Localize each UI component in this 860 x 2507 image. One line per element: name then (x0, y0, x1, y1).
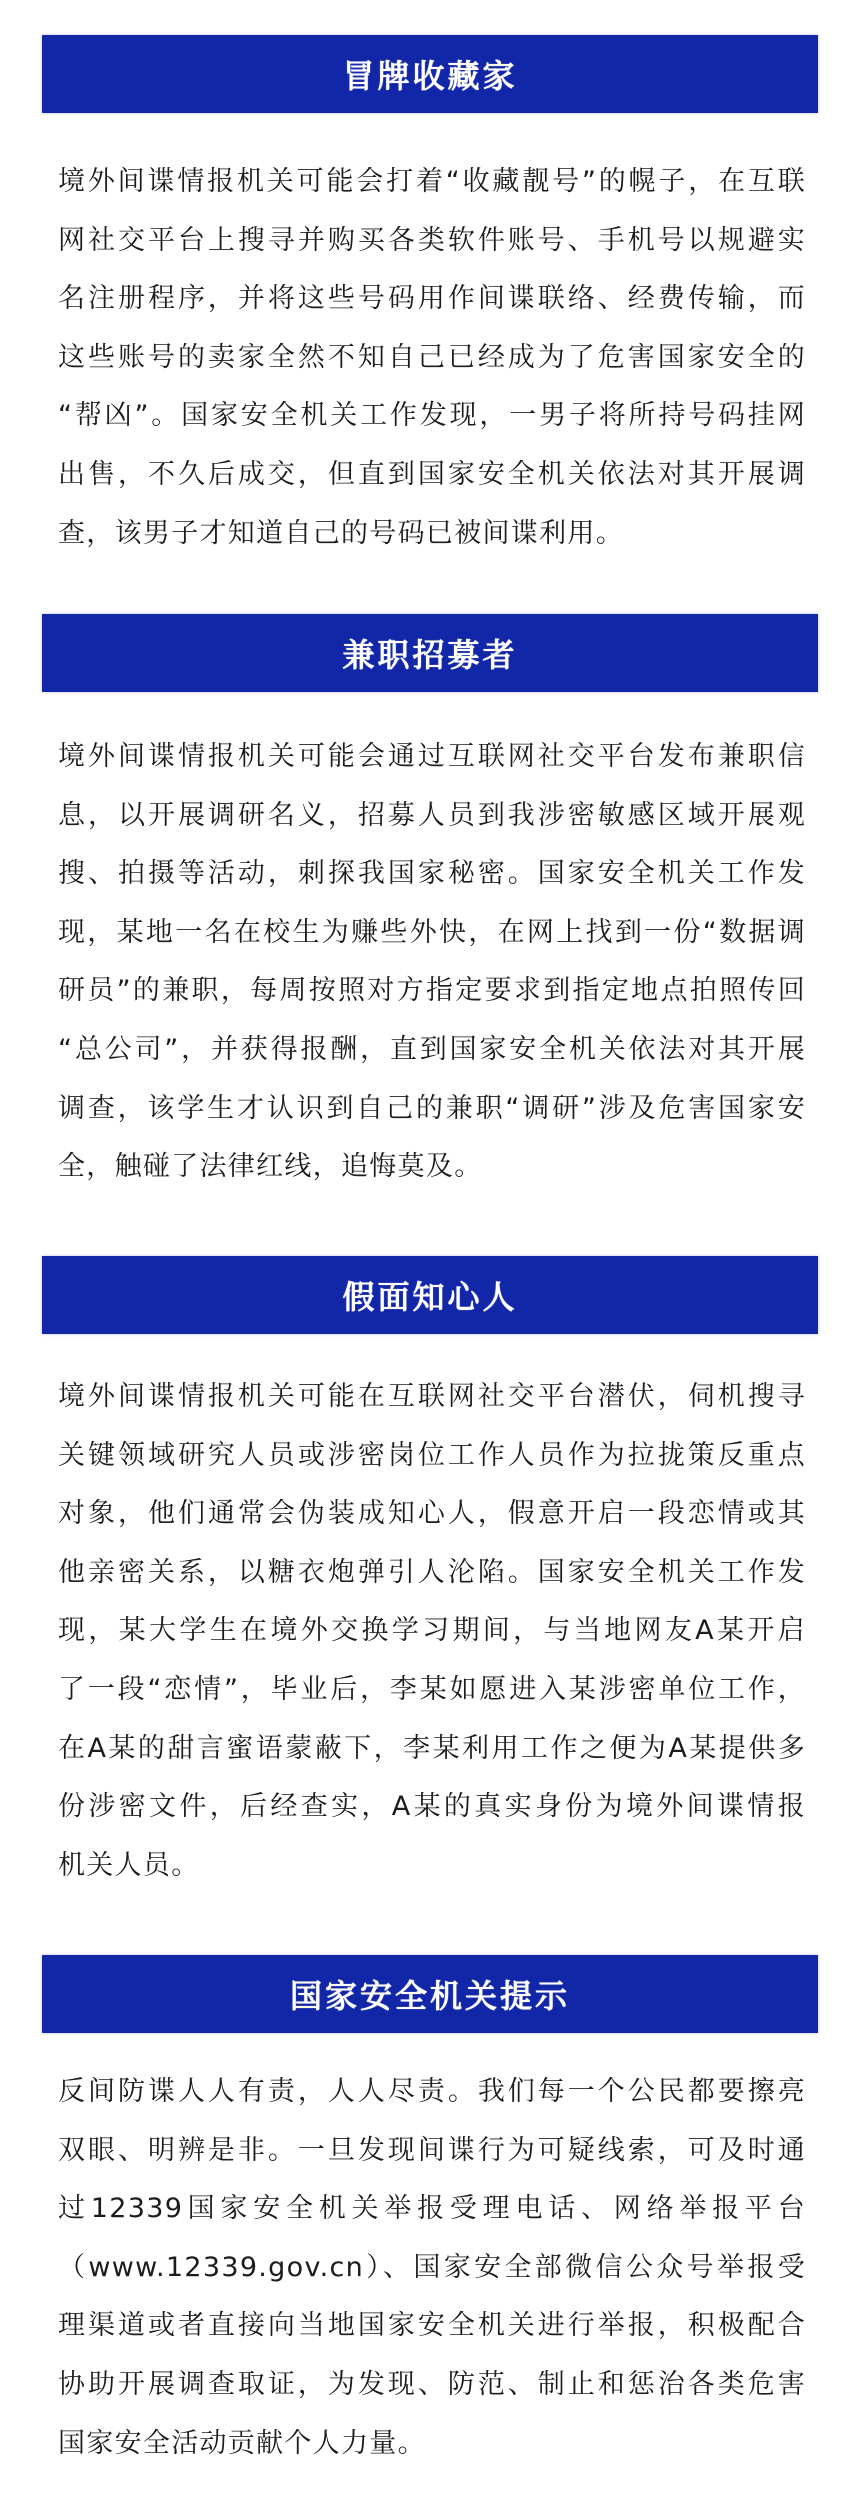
section-banner-part-time-recruiter (42, 614, 818, 692)
paragraph-line: 反间防谍人人有责，人人尽责。我们每一个公民都要擦亮 (58, 2076, 806, 2107)
paragraph-line: 现，某地一名在校生为赚些外快，在网上找到一份“数据调 (58, 916, 806, 948)
paragraph-line: 关键领域研究人员或涉密岗位工作人员作为拉拢策反重点 (58, 1439, 806, 1471)
paragraph-line: 了一段“恋情”，毕业后，李某如愿进入某涉密单位工作， (58, 1673, 806, 1705)
section-title: 兼职招募者 (342, 636, 518, 674)
paragraph-line: 在A某的甜言蜜语蒙蔽下，李某利用工作之便为A某提供多 (58, 1732, 806, 1764)
paragraph-line: 搜、拍摄等活动，刺探我国家秘密。国家安全机关工作发 (58, 858, 806, 890)
paragraph-line: 全，触碰了法律红线，追悔莫及。 (58, 1151, 483, 1183)
section-banner-fake-confidant (42, 1256, 818, 1334)
paragraph-line: 查，该男子才知道自己的号码已被间谍利用。 (58, 517, 624, 549)
paragraph-line: 研员”的兼职，每周按照对方指定要求到指定地点拍照传回 (58, 975, 806, 1007)
paragraph-line: 网社交平台上搜寻并购买各类软件账号、手机号以规避实 (58, 224, 806, 256)
paragraph-line: 息，以开展调研名义，招募人员到我涉密敏感区域开展观 (58, 799, 806, 831)
paragraph-line: 他亲密关系，以糖衣炮弹引人沦陷。国家安全机关工作发 (58, 1556, 806, 1588)
paragraph-line: 机关人员。 (58, 1849, 200, 1881)
paragraph-line: 境外间谍情报机关可能会打着“收藏靓号”的幌子，在互联 (58, 166, 806, 197)
paragraph-line: 份涉密文件，后经查实，A某的真实身份为境外间谍情报 (58, 1791, 806, 1823)
paragraph-line: 出售，不久后成交，但直到国家安全机关依法对其开展调 (58, 458, 806, 490)
paragraph-line: 这些账号的卖家全然不知自己已经成为了危害国家安全的 (58, 341, 806, 373)
paragraph-line: （www.12339.gov.cn）、国家安全部微信公众号举报受 (58, 2251, 806, 2283)
paragraph-line: 理渠道或者直接向当地国家安全机关进行举报，积极配合 (58, 2310, 806, 2342)
section-banner-security-notice (42, 1955, 818, 2033)
paragraph-line: “帮凶”。国家安全机关工作发现，一男子将所持号码挂网 (58, 400, 806, 432)
section-paragraph-part-time-recruiter (58, 728, 806, 1197)
paragraph-line: 协助开展调查取证，为发现、防范、制止和惩治各类危害 (58, 2368, 806, 2400)
section-banner-counterfeit-collector (42, 35, 818, 113)
section-paragraph-counterfeit-collector (58, 153, 806, 563)
paragraph-line: 境外间谍情报机关可能在互联网社交平台潜伏，伺机搜寻 (58, 1381, 806, 1412)
section-title: 国家安全机关提示 (289, 1977, 570, 2015)
section-paragraph-fake-confidant (58, 1368, 806, 1895)
paragraph-line: 双眼、明辨是非。一旦发现间谍行为可疑线索，可及时通 (58, 2134, 806, 2166)
paragraph-line: 调查，该学生才认识到自己的兼职“调研”涉及危害国家安 (58, 1092, 806, 1124)
paragraph-line: 国家安全活动贡献个人力量。 (58, 2427, 426, 2459)
paragraph-line: 现，某大学生在境外交换学习期间，与当地网友A某开启 (58, 1615, 806, 1647)
paragraph-line: 境外间谍情报机关可能会通过互联网社交平台发布兼职信 (58, 741, 806, 772)
paragraph-line: 过12339国家安全机关举报受理电话、网络举报平台 (58, 2193, 806, 2225)
paragraph-line: “总公司”，并获得报酬，直到国家安全机关依法对其开展 (58, 1033, 806, 1065)
paragraph-line: 对象，他们通常会伪装成知心人，假意开启一段恋情或其 (58, 1498, 806, 1530)
paragraph-line: 名注册程序，并将这些号码用作间谍联络、经费传输，而 (58, 283, 806, 315)
section-title: 冒牌收藏家 (342, 57, 518, 95)
section-title: 假面知心人 (342, 1278, 518, 1316)
section-paragraph-security-notice (58, 2063, 806, 2473)
